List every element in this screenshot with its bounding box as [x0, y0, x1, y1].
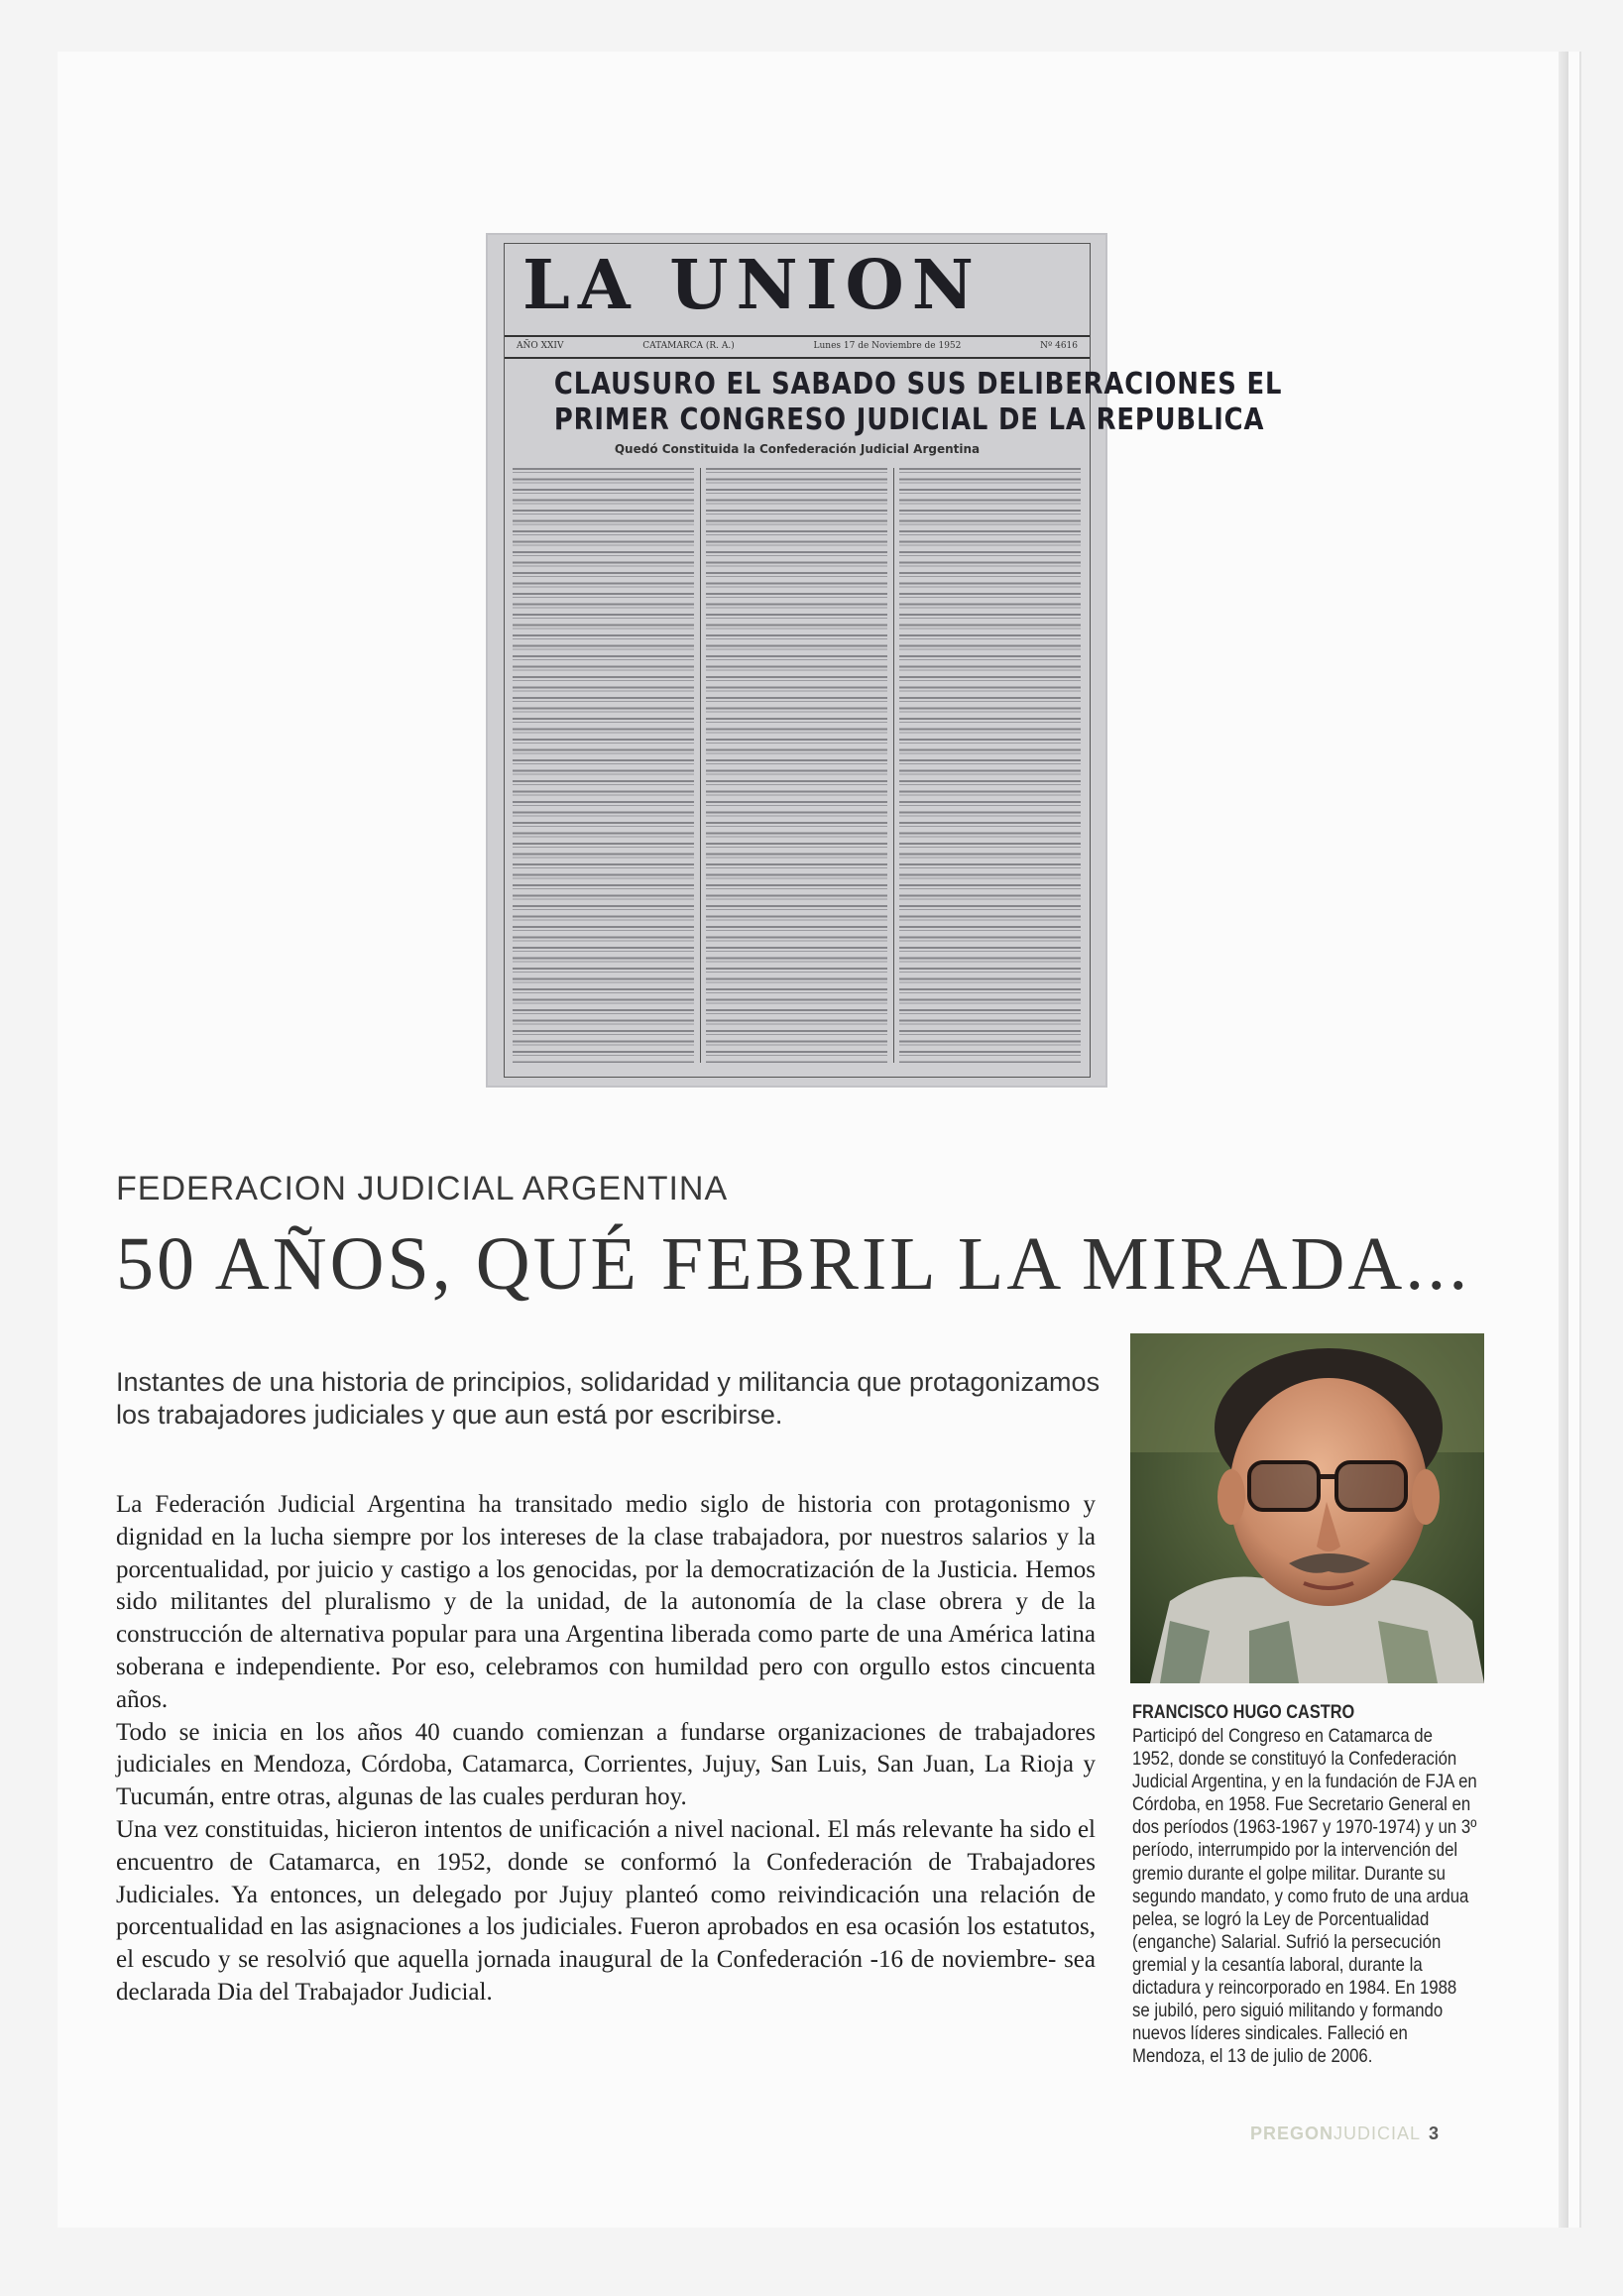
- dateline-number: Nº 4616: [1040, 341, 1078, 351]
- column-divider: [700, 468, 701, 1063]
- newspaper-frame: [504, 243, 1283, 1078]
- footer-publication-bold: PREGON: [1249, 2124, 1333, 2143]
- masthead-rule: [505, 335, 1090, 337]
- page-edge: [1559, 52, 1568, 2228]
- newspaper-masthead: LA UNION: [522, 246, 982, 325]
- newspaper-dateline: [517, 341, 1078, 351]
- newspaper-column-text: [899, 468, 1081, 1063]
- dateline-year: AÑO XXIV: [517, 341, 564, 351]
- newspaper-subheadline: Quedó Constituida la Confederación Judicial Argentina: [614, 442, 981, 456]
- dateline-rule: [505, 357, 1090, 359]
- body-paragraph: Todo se inicia en los años 40 cuando comienzan a fundarse organizaciones de trabajadores judiciales en Mendoza, Córdoba, Catamarca, Corrientes, Jujuy, San Luis, San Juan, La Rioja y Tucumán, entre otras, algunas de las cuales perduran hoy.: [116, 1718, 1096, 1811]
- portrait-photo: [1130, 1333, 1484, 1683]
- page-footer: [1250, 2124, 1440, 2144]
- newspaper-column-text: [706, 468, 887, 1063]
- newspaper-column-text: [513, 468, 694, 1063]
- caption-name: FRANCISCO HUGO CASTRO: [1132, 1702, 1355, 1723]
- footer-publication-light: JUDICIAL: [1333, 2124, 1421, 2143]
- dateline-place: CATAMARCA (R. A.): [642, 341, 735, 351]
- newspaper-headline-line1: CLAUSURO EL SABADO SUS DELIBERACIONES EL: [553, 367, 1283, 402]
- article-body: [116, 1489, 1096, 2009]
- caption-text: Participó del Congreso en Catamarca de 1952, donde se constituyó la Confederación Judicial Argentina, y en la fundación de FJA en Córdoba, en 1958. Fue Secretario General en dos períodos (1963-1967 y 1970-1974) y un 3º período, interrumpido por la intervención del gremio durante el golpe militar. Durante su segundo mandato, y como fruto de una ardua pelea, se logró la Ley de Porcentualidad (enganche) Salarial. Sufrió la persecución gremial y la cesantía laboral, durante la dictadura y reincorporado en 1984. En 1988 se jubiló, pero siguió militando y formando nuevos líderes sindicales. Falleció en Mendoza, el 13 de julio de 2006.: [1132, 1725, 1477, 2068]
- article-kicker: FEDERACION JUDICIAL ARGENTINA: [116, 1170, 729, 1207]
- body-paragraph: La Federación Judicial Argentina ha transitado medio siglo de historia con protagonismo y dignidad en la lucha siempre por los intereses de la clase trabajadora, por nuestros salarios y la porcentualidad, por juicio y castigo a los genocidas, por la democratización de la Justicia. Hemos sido militantes del pluralismo y de la unidad, de la autonomía de la clase obrera y de la construcción de alternativa popular para una Argentina liberada como parte de una América latina soberana e independiente. Por eso, celebramos con humildad pero con orgullo estos cincuenta años.: [116, 1491, 1096, 1713]
- article-title: 50 AÑOS, QUÉ FEBRIL LA MIRADA...: [116, 1222, 1471, 1306]
- article-subtitle: Instantes de una historia de principios, solidaridad y militancia que protagonizamos los trabajadores judiciales y que aun está por escribirse.: [116, 1367, 1101, 1430]
- dateline-date: Lunes 17 de Noviembre de 1952: [813, 341, 962, 351]
- newspaper-headline-line2: PRIMER CONGRESO JUDICIAL DE LA REPUBLICA: [553, 402, 1265, 437]
- page-number: 3: [1428, 2124, 1440, 2143]
- newspaper-columns: [513, 468, 1082, 1063]
- body-paragraph: Una vez constituidas, hicieron intentos de unificación a nivel nacional. El más relevante ha sido el encuentro de Catamarca, en 1952, donde se conformó la Confederación de Trabajadores Judiciales. Ya entonces, un delegado por Jujuy planteó como reivindicación una relación de porcentualidad en las asignaciones a los judiciales. Fueron aprobados en esa ocasión los estatutos, el escudo y se resolvió que aquella jornada inaugural de la Confederación -16 de noviembre- sea declarada Dia del Trabajador Judicial.: [116, 1815, 1096, 2006]
- newspaper-clipping: [486, 233, 1283, 1088]
- column-divider: [893, 468, 894, 1063]
- portrait-image: [1130, 1333, 1484, 1683]
